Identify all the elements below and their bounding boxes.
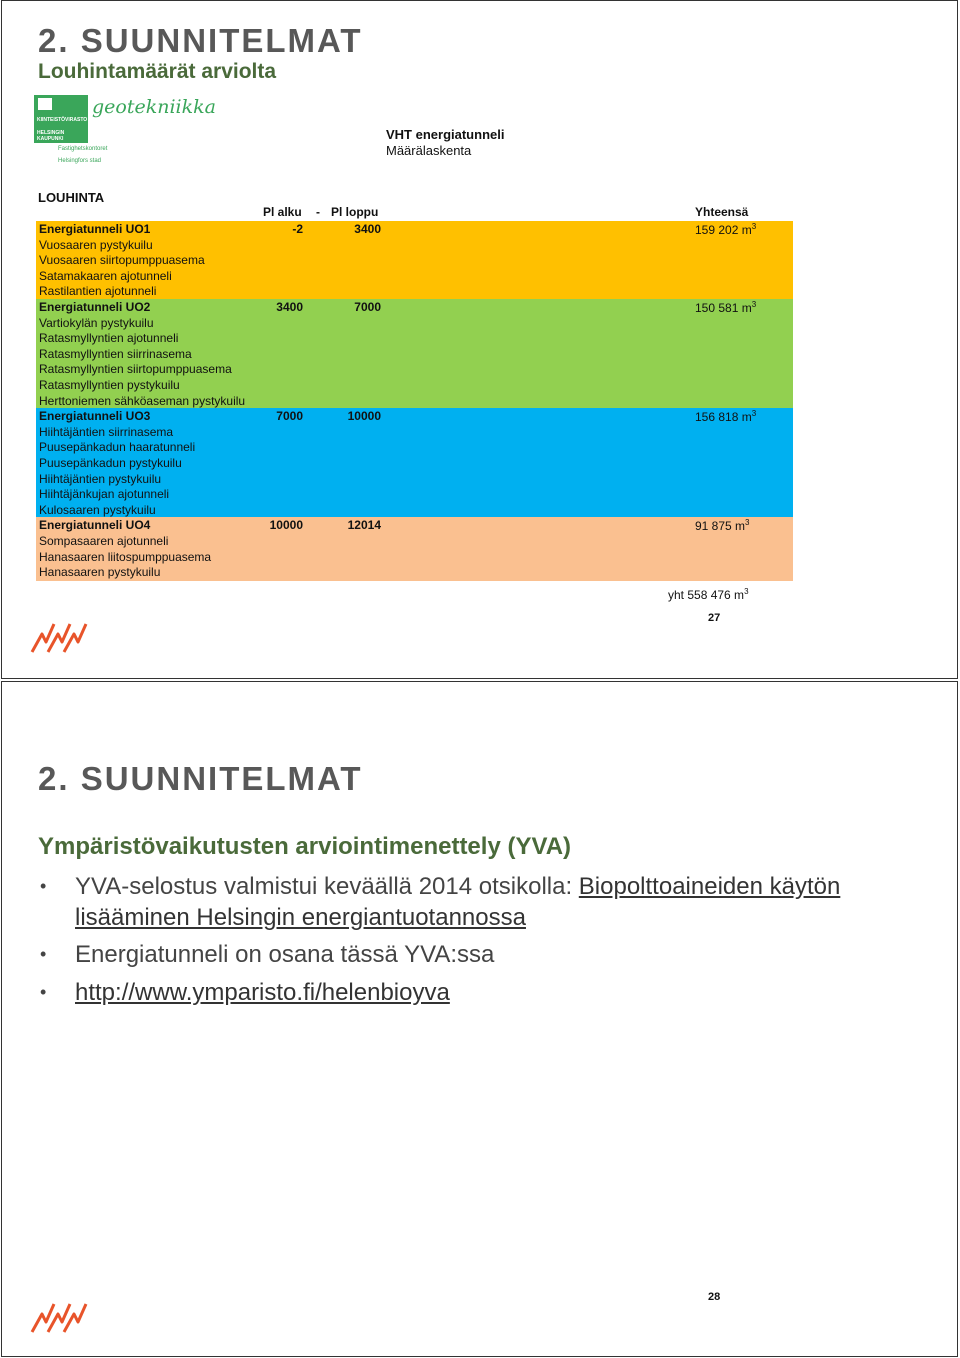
header-end: Pl loppu (331, 205, 379, 219)
section-end: 12014 (347, 518, 381, 533)
section-total (695, 300, 756, 315)
helen-logo-icon (30, 1300, 90, 1336)
table-row: Herttoniemen sähköaseman pystykuilu (39, 393, 246, 408)
table-title: LOUHINTA (38, 190, 105, 205)
section-end: 7000 (354, 300, 381, 314)
section-total-value: 91 875 m (695, 519, 746, 534)
page-number-2: 28 (708, 1291, 721, 1303)
doc-subtitle: Määrälaskenta (386, 143, 472, 158)
table-row: Satamakaaren ajotunneli (39, 268, 172, 283)
section-start: 10000 (269, 518, 303, 533)
section-total-unit-sup: 3 (751, 300, 757, 309)
table-row: Vuosaaren pystykuilu (39, 237, 153, 252)
slide-subtitle: Louhintamäärät arviolta (38, 60, 277, 83)
yva-heading: Ympäristövaikutusten arviointimenettely (YVA) (38, 833, 572, 860)
bullet-2: Energiatunneli on osana tässä YVA:ssa (75, 941, 495, 968)
bullet-dot-icon: • (40, 876, 47, 896)
section-start: 7000 (276, 409, 303, 424)
header-total: Yhteensä (695, 205, 749, 219)
section-total-unit-sup: 3 (745, 518, 750, 528)
logo-line: Helsingfors stad (58, 158, 102, 164)
table-row: Hiihtäjäntien pystykuilu (39, 471, 162, 486)
section-total (695, 409, 756, 424)
table-row: Hiihtäjäntien siirrinasema (39, 424, 174, 439)
section-start: -2 (292, 222, 303, 236)
table-row: Rastilantien ajotunneli (39, 284, 157, 299)
page-number: 27 (708, 612, 721, 624)
bullet-1 (75, 871, 935, 933)
section-name: Energiatunneli UO4 (39, 518, 151, 533)
section-name: Energiatunneli UO3 (39, 409, 151, 424)
doc-title: VHT energiatunneli (386, 127, 505, 142)
section-name: Energiatunneli UO2 (39, 300, 151, 314)
section-total-value: 159 202 m (695, 223, 752, 237)
bullet-dot-icon: • (40, 982, 47, 1002)
grand-total-unit-sup: 3 (744, 587, 749, 596)
grand-total-value: yht 558 476 m (668, 588, 745, 602)
section-start: 3400 (276, 300, 303, 314)
table-row: Ratasmyllyntien pystykuilu (39, 378, 180, 392)
section-total (695, 222, 756, 237)
section-name: Energiatunneli UO1 (39, 222, 151, 236)
table-row: Sompasaaren ajotunneli (39, 534, 169, 548)
table-row: Puusepänkadun pystykuilu (39, 456, 182, 470)
section-total-value: 150 581 m (695, 301, 752, 315)
section-end: 10000 (347, 409, 381, 424)
section-total-unit-sup: 3 (751, 409, 757, 419)
section-end: 3400 (354, 222, 381, 236)
table-row: Ratasmyllyntien ajotunneli (39, 331, 179, 346)
grand-total (668, 587, 749, 602)
section-title-2: 2. SUUNNITELMAT (38, 760, 363, 797)
header-start: Pl alku (263, 205, 302, 219)
section-total (695, 518, 750, 533)
table-row: Vartiokylän pystykuilu (39, 315, 154, 330)
ymparisto-link[interactable]: http://www.ymparisto.fi/helenbioyva (75, 979, 450, 1006)
section-total-value: 156 818 m (695, 410, 752, 425)
bullet-3 (75, 977, 935, 1008)
table-row: Puusepänkadun haaratunneli (39, 440, 196, 455)
table-row: Ratasmyllyntien siirtopumppuasema (39, 362, 232, 377)
report-title-link[interactable]: Biopolttoaineiden käytön lisääminen Helsingin energiantuotannossa (75, 873, 841, 931)
section-title: 2. SUUNNITELMAT (38, 22, 363, 59)
table-row: Hanasaaren liitospumppuasema (39, 549, 212, 564)
helen-logo-icon (30, 620, 90, 656)
logo-line: Fastighetskontoret (58, 146, 108, 152)
section-total-unit-sup: 3 (751, 222, 757, 231)
table-row: Kulosaaren pystykuilu (39, 502, 156, 517)
table-row: Hanasaaren pystykuilu (39, 565, 161, 580)
table-row: Vuosaaren siirtopumppuasema (39, 253, 205, 268)
header-dash: - (316, 205, 320, 219)
table-row: Ratasmyllyntien siirrinasema (39, 346, 192, 361)
crest-icon (38, 98, 52, 110)
bullet-dot-icon: • (40, 944, 47, 964)
logo-line: KIINTEISTÖVIRASTO (37, 117, 88, 123)
geotekniikka-logo (34, 95, 88, 143)
logo-word: geotekniikka (92, 96, 216, 118)
logo-line: HELSINGIN KAUPUNKI (37, 130, 65, 142)
table-row: Hiihtäjänkujan ajotunneli (39, 487, 170, 502)
bullet-1-text: YVA-selostus valmistui keväällä 2014 otsikolla: (75, 873, 579, 900)
